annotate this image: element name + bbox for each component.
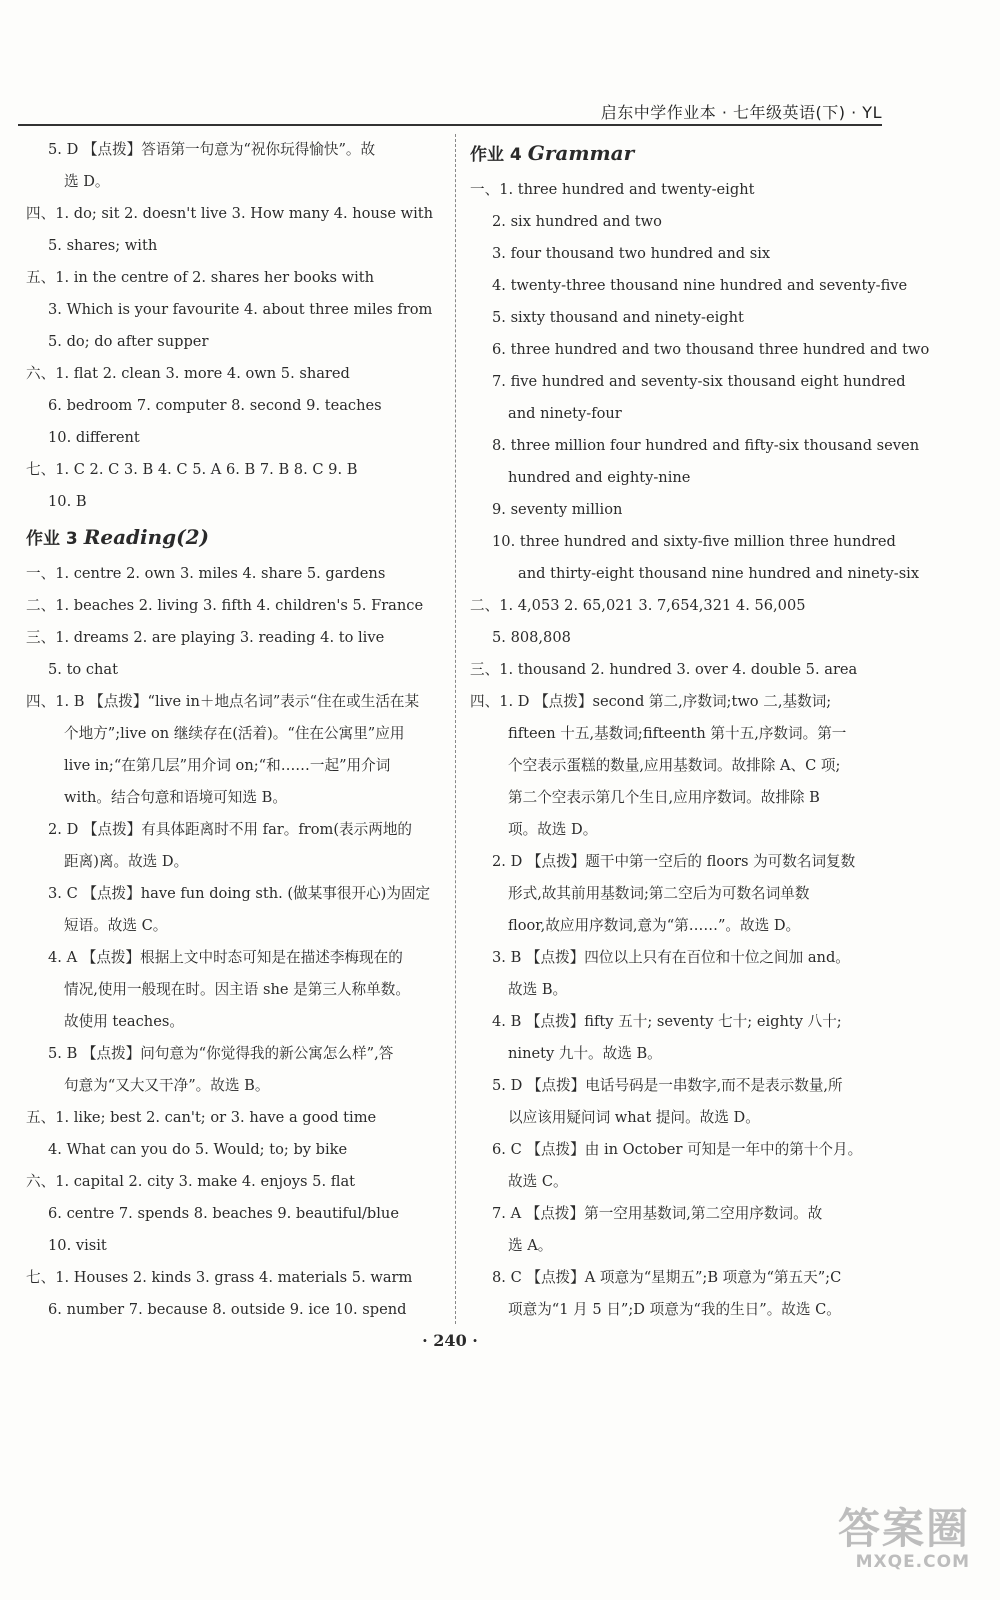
answer-line: 6. centre 7. spends 8. beaches 9. beautiful/blue [48, 1205, 399, 1222]
answer-line: 情况,使用一般现在时。因主语 she 是第三人称单数。 [64, 981, 410, 998]
answer-line: with。结合句意和语境可知选 B。 [64, 789, 287, 806]
page-header: 启东中学作业本 · 七年级英语(下) · YL [600, 103, 882, 122]
answer-line: 5. to chat [48, 661, 118, 678]
answer-line: 10. B [48, 493, 87, 510]
answer-line: 六、1. flat 2. clean 3. more 4. own 5. shared [26, 365, 350, 382]
header-rule [18, 124, 882, 126]
column-divider [455, 134, 456, 1324]
section-heading [26, 520, 444, 556]
section-number: 作业 3 [26, 529, 78, 549]
answer-line: 8. C 【点拨】A 项意为“星期五”;B 项意为“第五天”;C [492, 1269, 842, 1286]
answer-line: 六、1. capital 2. city 3. make 4. enjoys 5. flat [26, 1173, 356, 1190]
answer-line: 句意为“又大又干净”。故选 B。 [64, 1077, 270, 1094]
answer-line: 距离)离。故选 D。 [64, 853, 189, 870]
answer-line: 6. three hundred and two thousand three hundred and two [492, 341, 930, 358]
answer-line: 短语。故选 C。 [64, 917, 168, 934]
section-number: 作业 4 [470, 145, 522, 165]
answer-line: 3. Which is your favourite 4. about three miles from [48, 301, 433, 318]
answer-line: 故选 C。 [508, 1173, 568, 1190]
answer-line: 5. D 【点拨】电话号码是一串数字,而不是表示数量,所 [492, 1077, 843, 1094]
answer-line: 形式,故其前用基数词;第二空后为可数名词单数 [508, 885, 810, 902]
answer-line: 9. seventy million [492, 501, 623, 518]
answer-line: 以应该用疑问词 what 提问。故选 D。 [508, 1109, 760, 1126]
section-title: Grammar [527, 141, 635, 165]
answer-line: 一、1. three hundred and twenty-eight [470, 181, 755, 198]
answer-line: 5. 808,808 [492, 629, 571, 646]
answer-line: 3. four thousand two hundred and six [492, 245, 771, 262]
watermark-logo [820, 1506, 970, 1586]
answer-line: 10. three hundred and sixty-five million three hundred [492, 533, 896, 550]
right-column [470, 134, 930, 1326]
answer-line: 二、1. beaches 2. living 3. fifth 4. children's 5. France [26, 597, 424, 614]
answer-line: 4. What can you do 5. Would; to; by bike [48, 1141, 348, 1158]
answer-line: 选 A。 [508, 1237, 553, 1254]
answer-line: 个地方”;live on 继续存在(活着)。“住在公寓里”应用 [64, 725, 405, 742]
answer-line: 6. C 【点拨】由 in October 可知是一年中的第十个月。 [492, 1141, 863, 1158]
section-heading [470, 136, 888, 172]
answer-line: and ninety-four [508, 405, 622, 422]
answer-line: 6. bedroom 7. computer 8. second 9. teaches [48, 397, 382, 414]
answer-line: 10. visit [48, 1237, 107, 1254]
answer-line: hundred and eighty-nine [508, 469, 691, 486]
answer-line: 三、1. thousand 2. hundred 3. over 4. double 5. area [470, 661, 858, 678]
answer-line: 3. B 【点拨】四位以上只有在百位和十位之间加 and。 [492, 949, 850, 966]
answer-line: floor,故应用序数词,意为“第……”。故选 D。 [508, 917, 801, 934]
answer-line: 五、1. in the centre of 2. shares her books with [26, 269, 374, 286]
answer-line: 一、1. centre 2. own 3. miles 4. share 5. gardens [26, 565, 386, 582]
answer-line: 三、1. dreams 2. are playing 3. reading 4. to live [26, 629, 385, 646]
answer-line: 5. B 【点拨】问句意为“你觉得我的新公寓怎么样”,答 [48, 1045, 394, 1062]
watermark-text: 答案圈 [837, 1504, 970, 1553]
answer-line: 故使用 teaches。 [64, 1013, 184, 1030]
answer-line: 四、1. D 【点拨】second 第二,序数词;two 二,基数词; [470, 693, 832, 710]
answer-line: 七、1. Houses 2. kinds 3. grass 4. materials 5. warm [26, 1269, 413, 1286]
answer-line: 四、1. do; sit 2. doesn't live 3. How many 4. house with [26, 205, 434, 222]
section-title: Reading(2) [83, 525, 210, 549]
answer-line: 五、1. like; best 2. can't; or 3. have a good time [26, 1109, 377, 1126]
answer-line: 七、1. C 2. C 3. B 4. C 5. A 6. B 7. B 8. C 9. B [26, 461, 358, 478]
answer-line: 3. C 【点拨】have fun doing sth. (做某事很开心)为固定 [48, 885, 431, 902]
answer-line: 项意为“1 月 5 日”;D 项意为“我的生日”。故选 C。 [508, 1301, 841, 1318]
answer-line: 7. A 【点拨】第一空用基数词,第二空用序数词。故 [492, 1205, 823, 1222]
answer-line: 8. three million four hundred and fifty-six thousand seven [492, 437, 920, 454]
answer-line: 选 D。 [64, 173, 110, 190]
answer-line: live in;“在第几层”用介词 on;“和……一起”用介词 [64, 757, 391, 774]
answer-line: 5. D 【点拨】答语第一句意为“祝你玩得愉快”。故 [48, 141, 376, 158]
answer-line: 4. A 【点拨】根据上文中时态可知是在描述李梅现在的 [48, 949, 403, 966]
answer-line: 2. six hundred and two [492, 213, 662, 230]
answer-line: 第二个空表示第几个生日,应用序数词。故排除 B [508, 789, 820, 806]
answer-line: 二、1. 4,053 2. 65,021 3. 7,654,321 4. 56,005 [470, 597, 806, 614]
answer-line: 2. D 【点拨】有具体距离时不用 far。from(表示两地的 [48, 821, 413, 838]
answer-line: ninety 九十。故选 B。 [508, 1045, 662, 1062]
answer-line: 四、1. B 【点拨】“live in＋地点名词”表示“住在或生活在某 [26, 693, 420, 710]
answer-line: 2. D 【点拨】题干中第一空后的 floors 为可数名词复数 [492, 853, 856, 870]
answer-line: and thirty-eight thousand nine hundred and ninety-six [518, 565, 920, 582]
answer-line: 5. shares; with [48, 237, 158, 254]
answer-line: 项。故选 D。 [508, 821, 598, 838]
answer-line: 故选 B。 [508, 981, 568, 998]
answer-line: 5. sixty thousand and ninety-eight [492, 309, 744, 326]
answer-line: 5. do; do after supper [48, 333, 209, 350]
answer-line: 4. twenty-three thousand nine hundred and seventy-five [492, 277, 908, 294]
left-column [26, 134, 444, 1326]
watermark-url: MXQE.COM [855, 1552, 970, 1572]
answer-line: 4. B 【点拨】fifty 五十; seventy 七十; eighty 八十; [492, 1013, 842, 1030]
answer-line: 7. five hundred and seventy-six thousand eight hundred [492, 373, 906, 390]
answer-line: 6. number 7. because 8. outside 9. ice 10. spend [48, 1301, 407, 1318]
page-number: · 240 · [422, 1331, 478, 1350]
answer-line: 个空表示蛋糕的数量,应用基数词。故排除 A、C 项; [508, 757, 841, 774]
answer-line: 10. different [48, 429, 140, 446]
answer-line: fifteen 十五,基数词;fifteenth 第十五,序数词。第一 [508, 725, 847, 742]
